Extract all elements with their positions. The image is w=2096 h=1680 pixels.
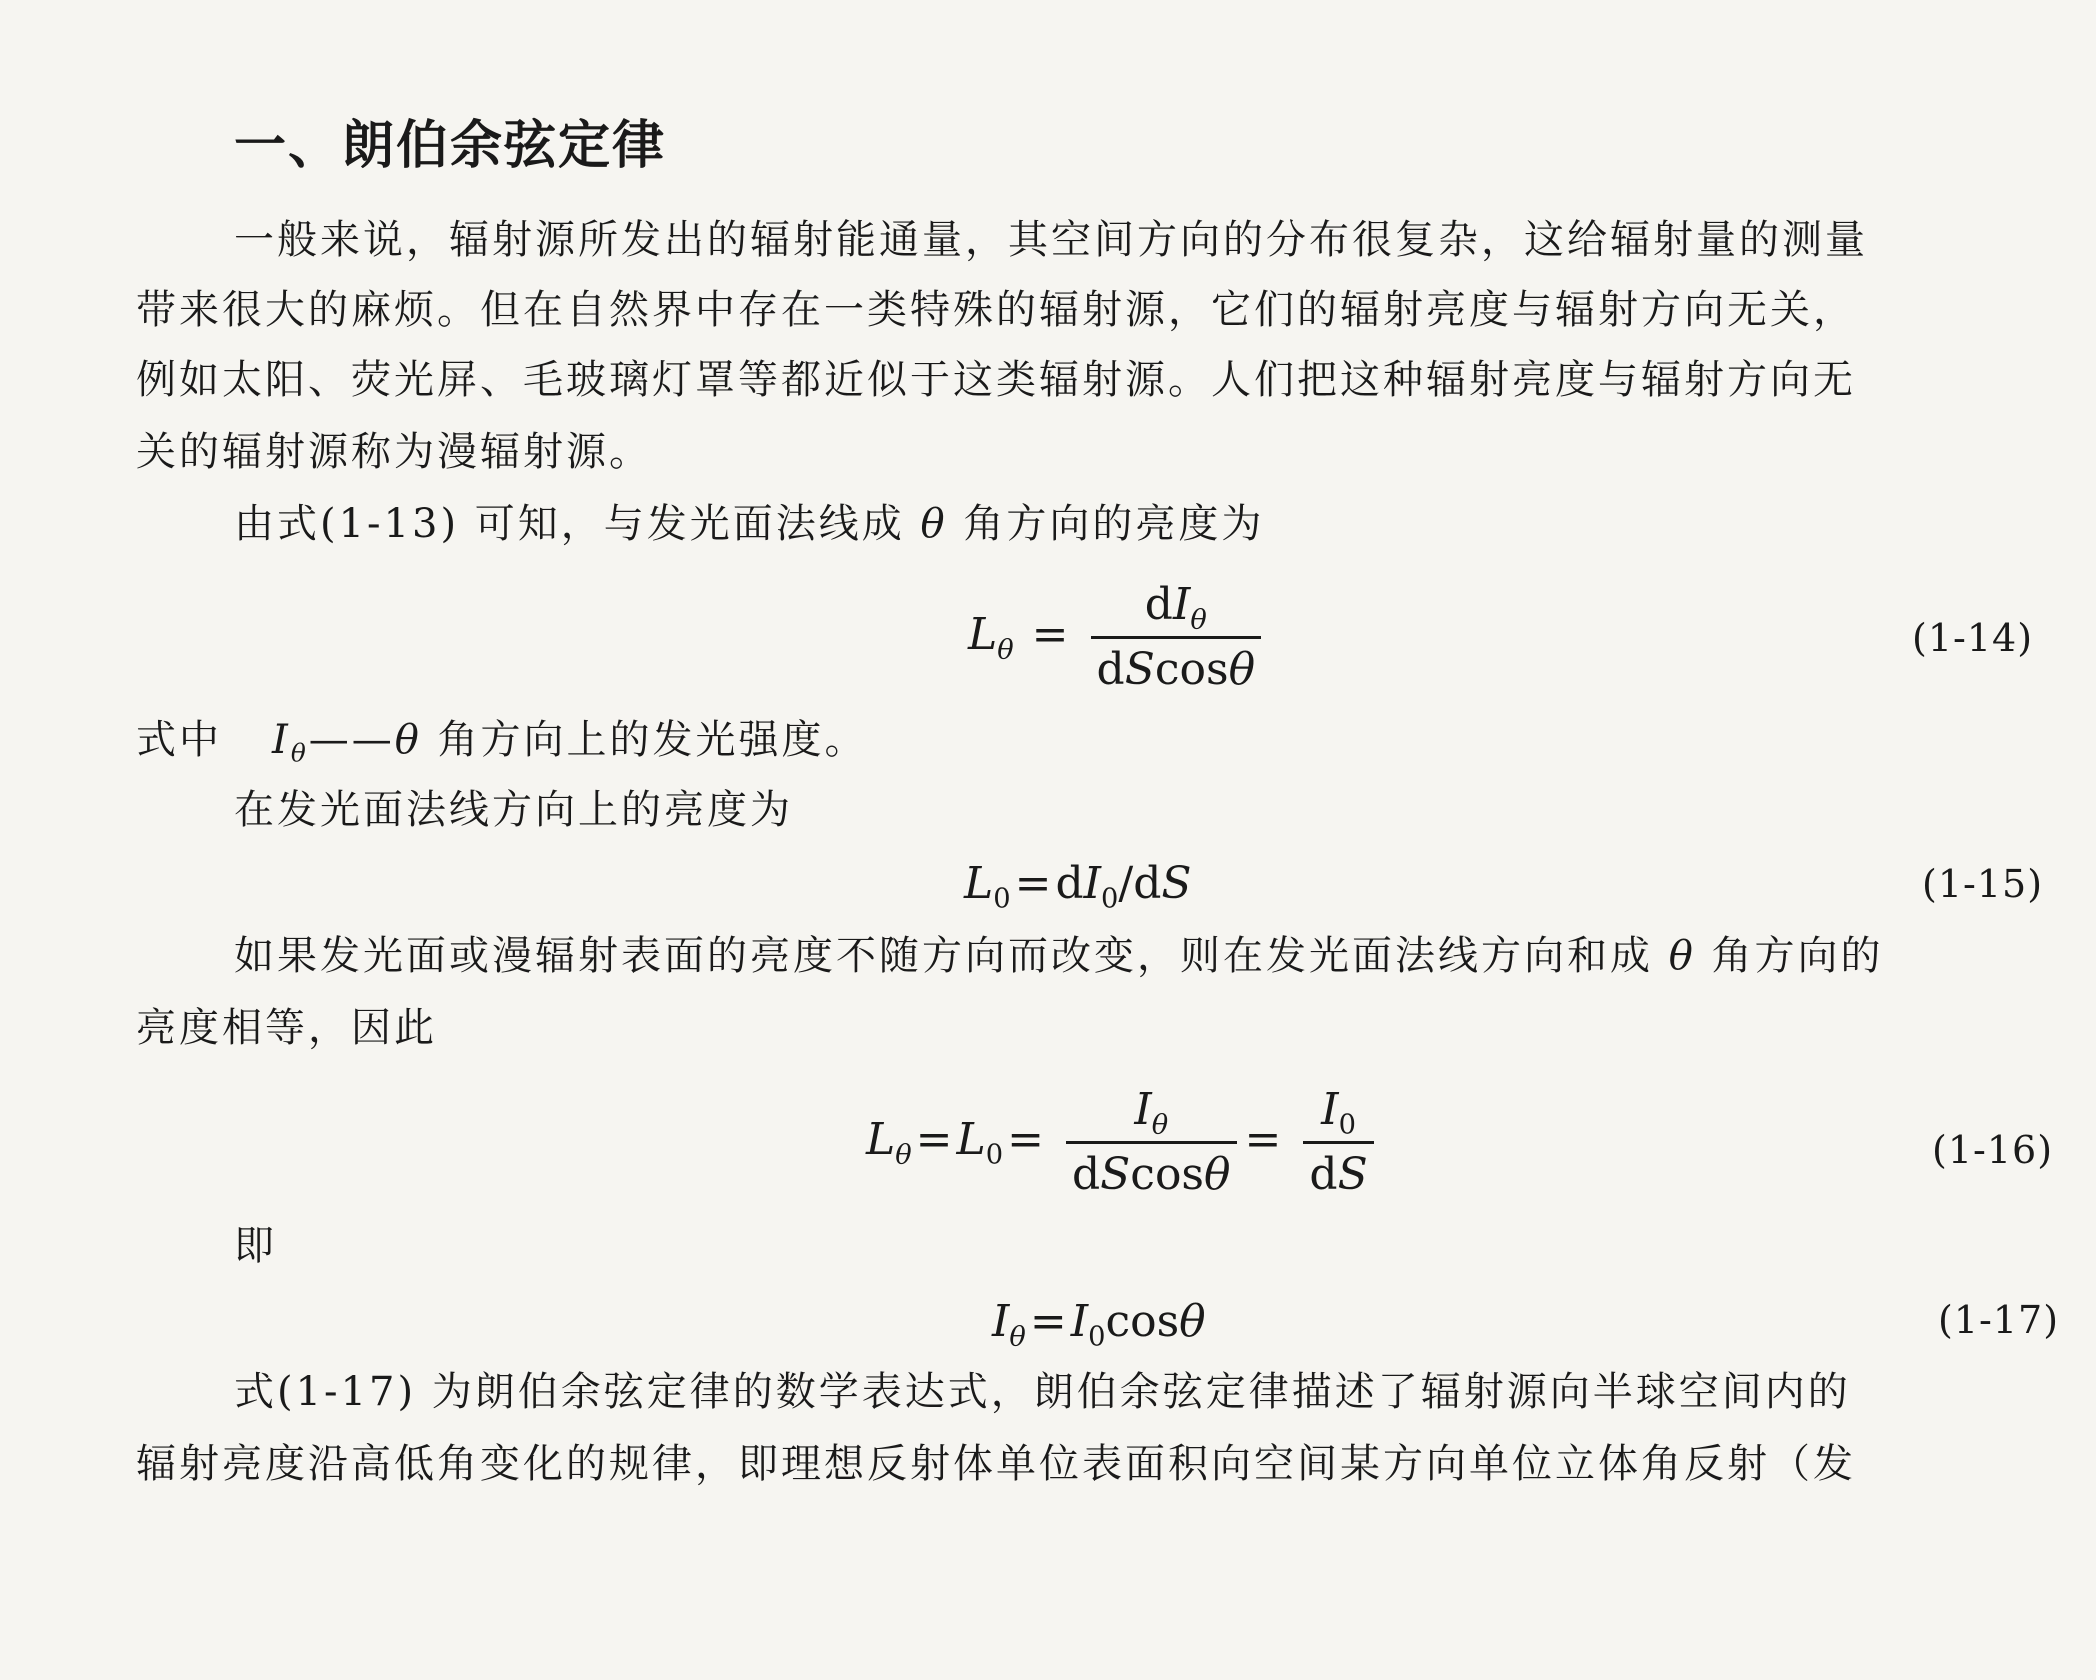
eq16-f2-den-d: d: [1309, 1149, 1338, 1200]
paragraph-1-line-1: 一般来说，辐射源所发出的辐射能通量，其空间方向的分布很复杂，这给辐射量的测量: [234, 217, 1868, 263]
equation-number-1-16: (1-16): [1932, 1128, 2054, 1172]
eq16-f1-numerator: [1128, 1083, 1174, 1141]
eq17-theta: θ: [1179, 1296, 1206, 1347]
eq16-f1-den-d: d: [1071, 1149, 1101, 1200]
where-label: 式中: [136, 717, 222, 763]
eq16-f2-num-I: I: [1321, 1084, 1339, 1135]
eq16-f1-den-cos: cos: [1130, 1149, 1205, 1200]
eq15-slash: /: [1118, 858, 1134, 909]
where-symbol-I: I: [272, 717, 291, 763]
paragraph-4-line-1: [234, 932, 1884, 980]
eq14-den-d: d: [1096, 644, 1125, 695]
eq15-I: I: [1083, 858, 1102, 909]
eq14-L: L: [968, 609, 998, 660]
eq16-f2-den-S: S: [1337, 1149, 1368, 1200]
equation-1-14: [968, 578, 1265, 697]
eq16-L2: L: [956, 1114, 986, 1165]
eq15-equals: =: [1014, 858, 1052, 909]
paragraph-2-after: 角方向的亮度为: [963, 501, 1265, 547]
eq14-num-d: d: [1144, 579, 1173, 630]
paragraph-1-line-4: 关的辐射源称为漫辐射源。: [136, 429, 652, 475]
paragraph-1-line-3: 例如太阳、荧光屏、毛玻璃灯罩等都近似于这类辐射源。人们把这种辐射亮度与辐射方向无: [136, 357, 1856, 403]
eq14-denominator: [1091, 636, 1262, 697]
equation-1-16: [866, 1083, 1378, 1202]
eq16-f1-den-theta: θ: [1204, 1149, 1231, 1200]
where-dash: ——: [308, 717, 395, 763]
eq16-f2-numerator: [1315, 1083, 1362, 1141]
eq16-fraction-2: [1303, 1083, 1373, 1202]
eq16-f1-num-subscript: θ: [1151, 1109, 1169, 1141]
eq16-L2-subscript: 0: [985, 1139, 1004, 1171]
eq14-den-theta: θ: [1228, 644, 1256, 695]
where-symbol-subscript: θ: [290, 738, 309, 768]
paragraph-2: [234, 500, 1264, 548]
paragraph-2-before: 由式(1-13) 可知，与发光面法线成: [234, 501, 905, 547]
eq16-f1-den-S: S: [1100, 1149, 1131, 1200]
eq16-f2-denominator: [1303, 1141, 1373, 1202]
eq15-d1: d: [1055, 858, 1084, 909]
eq15-L: L: [964, 858, 994, 909]
equation-number-1-15: (1-15): [1922, 862, 2044, 906]
paragraph-3: 在发光面法线方向上的亮度为: [234, 787, 793, 833]
eq15-I-subscript: 0: [1101, 883, 1119, 915]
paragraph-5-line-1: 式(1-17) 为朗伯余弦定律的数学表达式，朗伯余弦定律描述了辐射源向半球空间内的: [234, 1369, 1851, 1415]
eq14-fraction: [1091, 578, 1262, 697]
eq16-f2-num-subscript: 0: [1338, 1109, 1356, 1141]
equation-1-15: [964, 858, 1192, 915]
eq14-num-subscript: θ: [1190, 604, 1207, 636]
paragraph-ji: 即: [234, 1223, 277, 1269]
where-theta: θ: [394, 717, 422, 763]
eq16-equals-1: =: [915, 1114, 953, 1165]
eq14-den-S: S: [1124, 644, 1155, 695]
theta-symbol: θ: [1668, 933, 1696, 979]
eq14-L-subscript: θ: [997, 634, 1014, 666]
eq14-den-cos: cos: [1154, 644, 1229, 695]
eq14-equals: =: [1031, 609, 1069, 660]
eq17-I2-subscript: 0: [1088, 1321, 1106, 1353]
paragraph-4-line-2: 亮度相等，因此: [136, 1005, 437, 1051]
eq17-I1-subscript: θ: [1009, 1321, 1026, 1353]
where-description: 角方向上的发光强度。: [437, 717, 868, 763]
where-clause: [136, 716, 868, 768]
eq15-d2: d: [1133, 858, 1162, 909]
eq15-L-subscript: 0: [993, 883, 1011, 915]
eq16-fraction-1: [1066, 1083, 1237, 1202]
eq16-f1-num-I: I: [1134, 1084, 1152, 1135]
eq16-L1-subscript: θ: [895, 1139, 912, 1171]
eq16-L1: L: [866, 1114, 896, 1165]
eq14-numerator: [1139, 578, 1213, 636]
eq16-equals-2: =: [1007, 1114, 1044, 1165]
paragraph-4-after: 角方向的: [1711, 933, 1884, 979]
paragraph-4-before: 如果发光面或漫辐射表面的亮度不随方向而改变，则在发光面法线方向和成: [234, 933, 1653, 979]
eq16-equals-3: =: [1244, 1114, 1282, 1165]
eq17-I2: I: [1070, 1296, 1089, 1347]
eq16-f1-denominator: [1066, 1141, 1237, 1202]
equation-number-1-14: (1-14): [1912, 616, 2034, 660]
eq15-S: S: [1161, 858, 1192, 909]
paragraph-1-line-2: 带来很大的麻烦。但在自然界中存在一类特殊的辐射源，它们的辐射亮度与辐射方向无关，: [136, 287, 1856, 333]
section-heading: 一、朗伯余弦定律: [234, 115, 667, 176]
paragraph-5-line-2: 辐射亮度沿高低角变化的规律，即理想反射体单位表面积向空间某方向单位立体角反射（发: [136, 1441, 1856, 1487]
equation-number-1-17: (1-17): [1938, 1298, 2060, 1342]
eq17-I1: I: [992, 1296, 1010, 1347]
theta-symbol: θ: [920, 501, 948, 547]
equation-1-17: [992, 1296, 1206, 1353]
eq17-cos: cos: [1105, 1296, 1180, 1347]
eq14-num-I: I: [1172, 579, 1191, 630]
eq17-equals: =: [1029, 1296, 1067, 1347]
